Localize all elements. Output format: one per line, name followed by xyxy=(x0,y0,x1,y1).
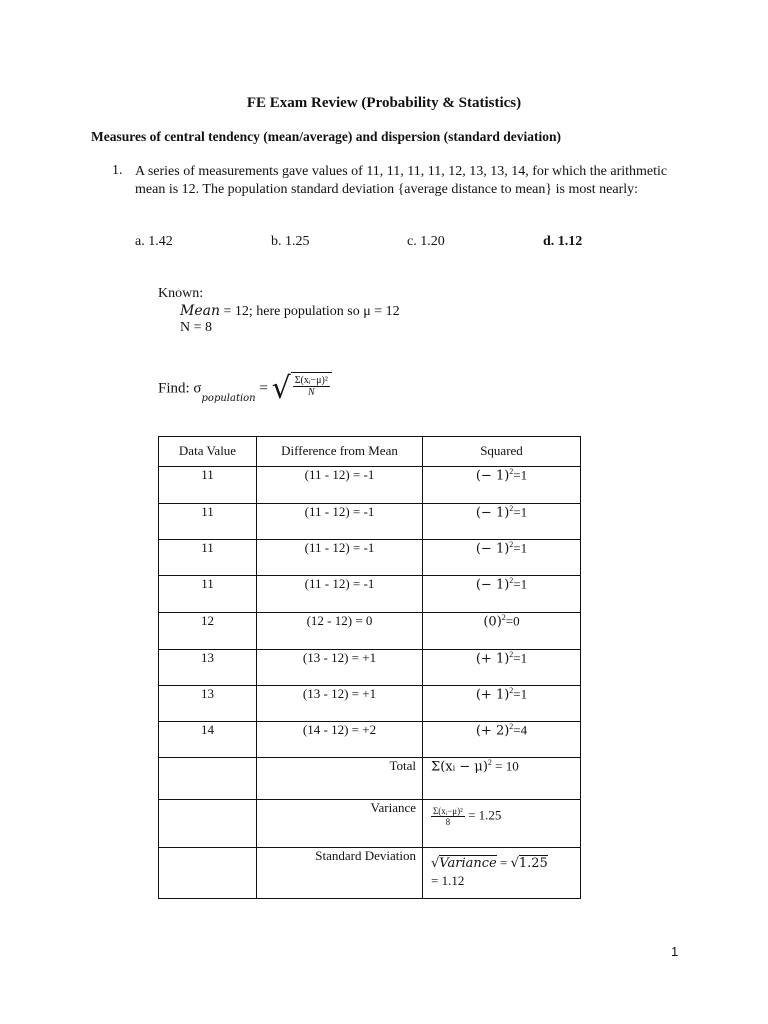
known-mean-line xyxy=(180,303,400,320)
header-squared: Squared xyxy=(423,437,581,467)
cell-diff: (11 - 12) = -1 xyxy=(257,576,423,613)
find-prefix: Find: σ xyxy=(158,380,202,397)
question-number: 1. xyxy=(112,163,123,178)
cell-squared: (− 1)$^2$=1 xyxy=(423,540,581,576)
cell-squared: $(0)^2=0$ xyxy=(423,613,581,650)
table-row xyxy=(159,504,581,540)
deviation-table xyxy=(158,436,581,899)
cell-squared: (− 1)$^2$=1 xyxy=(423,576,581,613)
cell-value: 11 xyxy=(159,504,257,540)
section-heading: Measures of central tendency (mean/average) and dispersion (standard deviation) xyxy=(91,129,561,144)
formula-numerator: Σ(xᵢ−μ)² xyxy=(294,375,328,386)
table-row xyxy=(159,613,581,650)
header-data-value: Data Value xyxy=(159,437,257,467)
question-text: A series of measurements gave values of 11, 11, 11, 11, 12, 13, 13, 14, for which the arithmetic mean is 12. The population standard deviation {average distance to mean} is most nearly: xyxy=(135,164,668,197)
formula-fraction xyxy=(293,375,330,398)
standard-deviation-row xyxy=(159,848,581,899)
sqrt-icon: √ xyxy=(271,371,291,406)
mean-rest: = 12; here population so μ = 12 xyxy=(219,304,400,319)
sd-label: Standard Deviation xyxy=(257,848,423,899)
cell-value: 11 xyxy=(159,467,257,504)
sd-value: √Variance = √1.25 = 1.12 xyxy=(423,848,581,899)
page-title: FE Exam Review (Probability & Statistics) xyxy=(246,95,522,111)
cell-diff: (11 - 12) = -1 xyxy=(257,504,423,540)
cell-diff: (11 - 12) = -1 xyxy=(257,540,423,576)
sqrt-formula xyxy=(272,372,332,406)
known-n-line: N = 8 xyxy=(180,320,213,335)
cell-value: 13 xyxy=(159,650,257,686)
cell-diff: (14 - 12) = +2 xyxy=(257,722,423,758)
table-row xyxy=(159,576,581,613)
table-row xyxy=(159,650,581,686)
choice-a: a. 1.42 xyxy=(135,234,173,249)
cell-squared: (− 1)$^2$=1 xyxy=(423,504,581,540)
variance-label: Variance xyxy=(257,800,423,848)
cell-squared: (+ 2)$^2$=4 xyxy=(423,722,581,758)
formula-denominator: N xyxy=(307,387,315,398)
variance-value: $\frac{\text{Σ(xᵢ−μ)²}}{8}$ = 1.25 xyxy=(423,800,581,848)
total-row xyxy=(159,758,581,800)
cell-value: 13 xyxy=(159,686,257,722)
mean-word: Mean xyxy=(180,303,220,319)
table-row xyxy=(159,722,581,758)
find-subscript: population xyxy=(201,393,256,405)
cell-value: 12 xyxy=(159,613,257,650)
table-header-row xyxy=(159,437,581,467)
cell-diff: (12 - 12) = 0 xyxy=(257,613,423,650)
page-number: 1 xyxy=(671,944,679,959)
cell-diff: (13 - 12) = +1 xyxy=(257,650,423,686)
cell-diff: (13 - 12) = +1 xyxy=(257,686,423,722)
known-label: Known: xyxy=(158,286,204,301)
find-equals: = xyxy=(255,380,272,397)
cell-squared: (+ 1)$^2$=1 xyxy=(423,650,581,686)
cell-squared: (+ 1)$^2$=1 xyxy=(423,686,581,722)
variance-row xyxy=(159,800,581,848)
cell-value: 11 xyxy=(159,540,257,576)
cell-diff: (11 - 12) = -1 xyxy=(257,467,423,504)
total-value: Σ(xᵢ − μ)$^2$ = 10 xyxy=(423,758,581,800)
table-row xyxy=(159,540,581,576)
cell-squared: (− 1)$^2$=1 xyxy=(423,467,581,504)
cell-value: 11 xyxy=(159,576,257,613)
cell-value: 14 xyxy=(159,722,257,758)
header-difference: Difference from Mean xyxy=(257,437,423,467)
choice-c: c. 1.20 xyxy=(407,234,445,249)
table-row xyxy=(159,467,581,504)
choice-b: b. 1.25 xyxy=(271,234,310,249)
find-formula xyxy=(158,372,332,406)
total-label: Total xyxy=(257,758,423,800)
choice-d: d. 1.12 xyxy=(543,234,583,249)
table-row xyxy=(159,686,581,722)
